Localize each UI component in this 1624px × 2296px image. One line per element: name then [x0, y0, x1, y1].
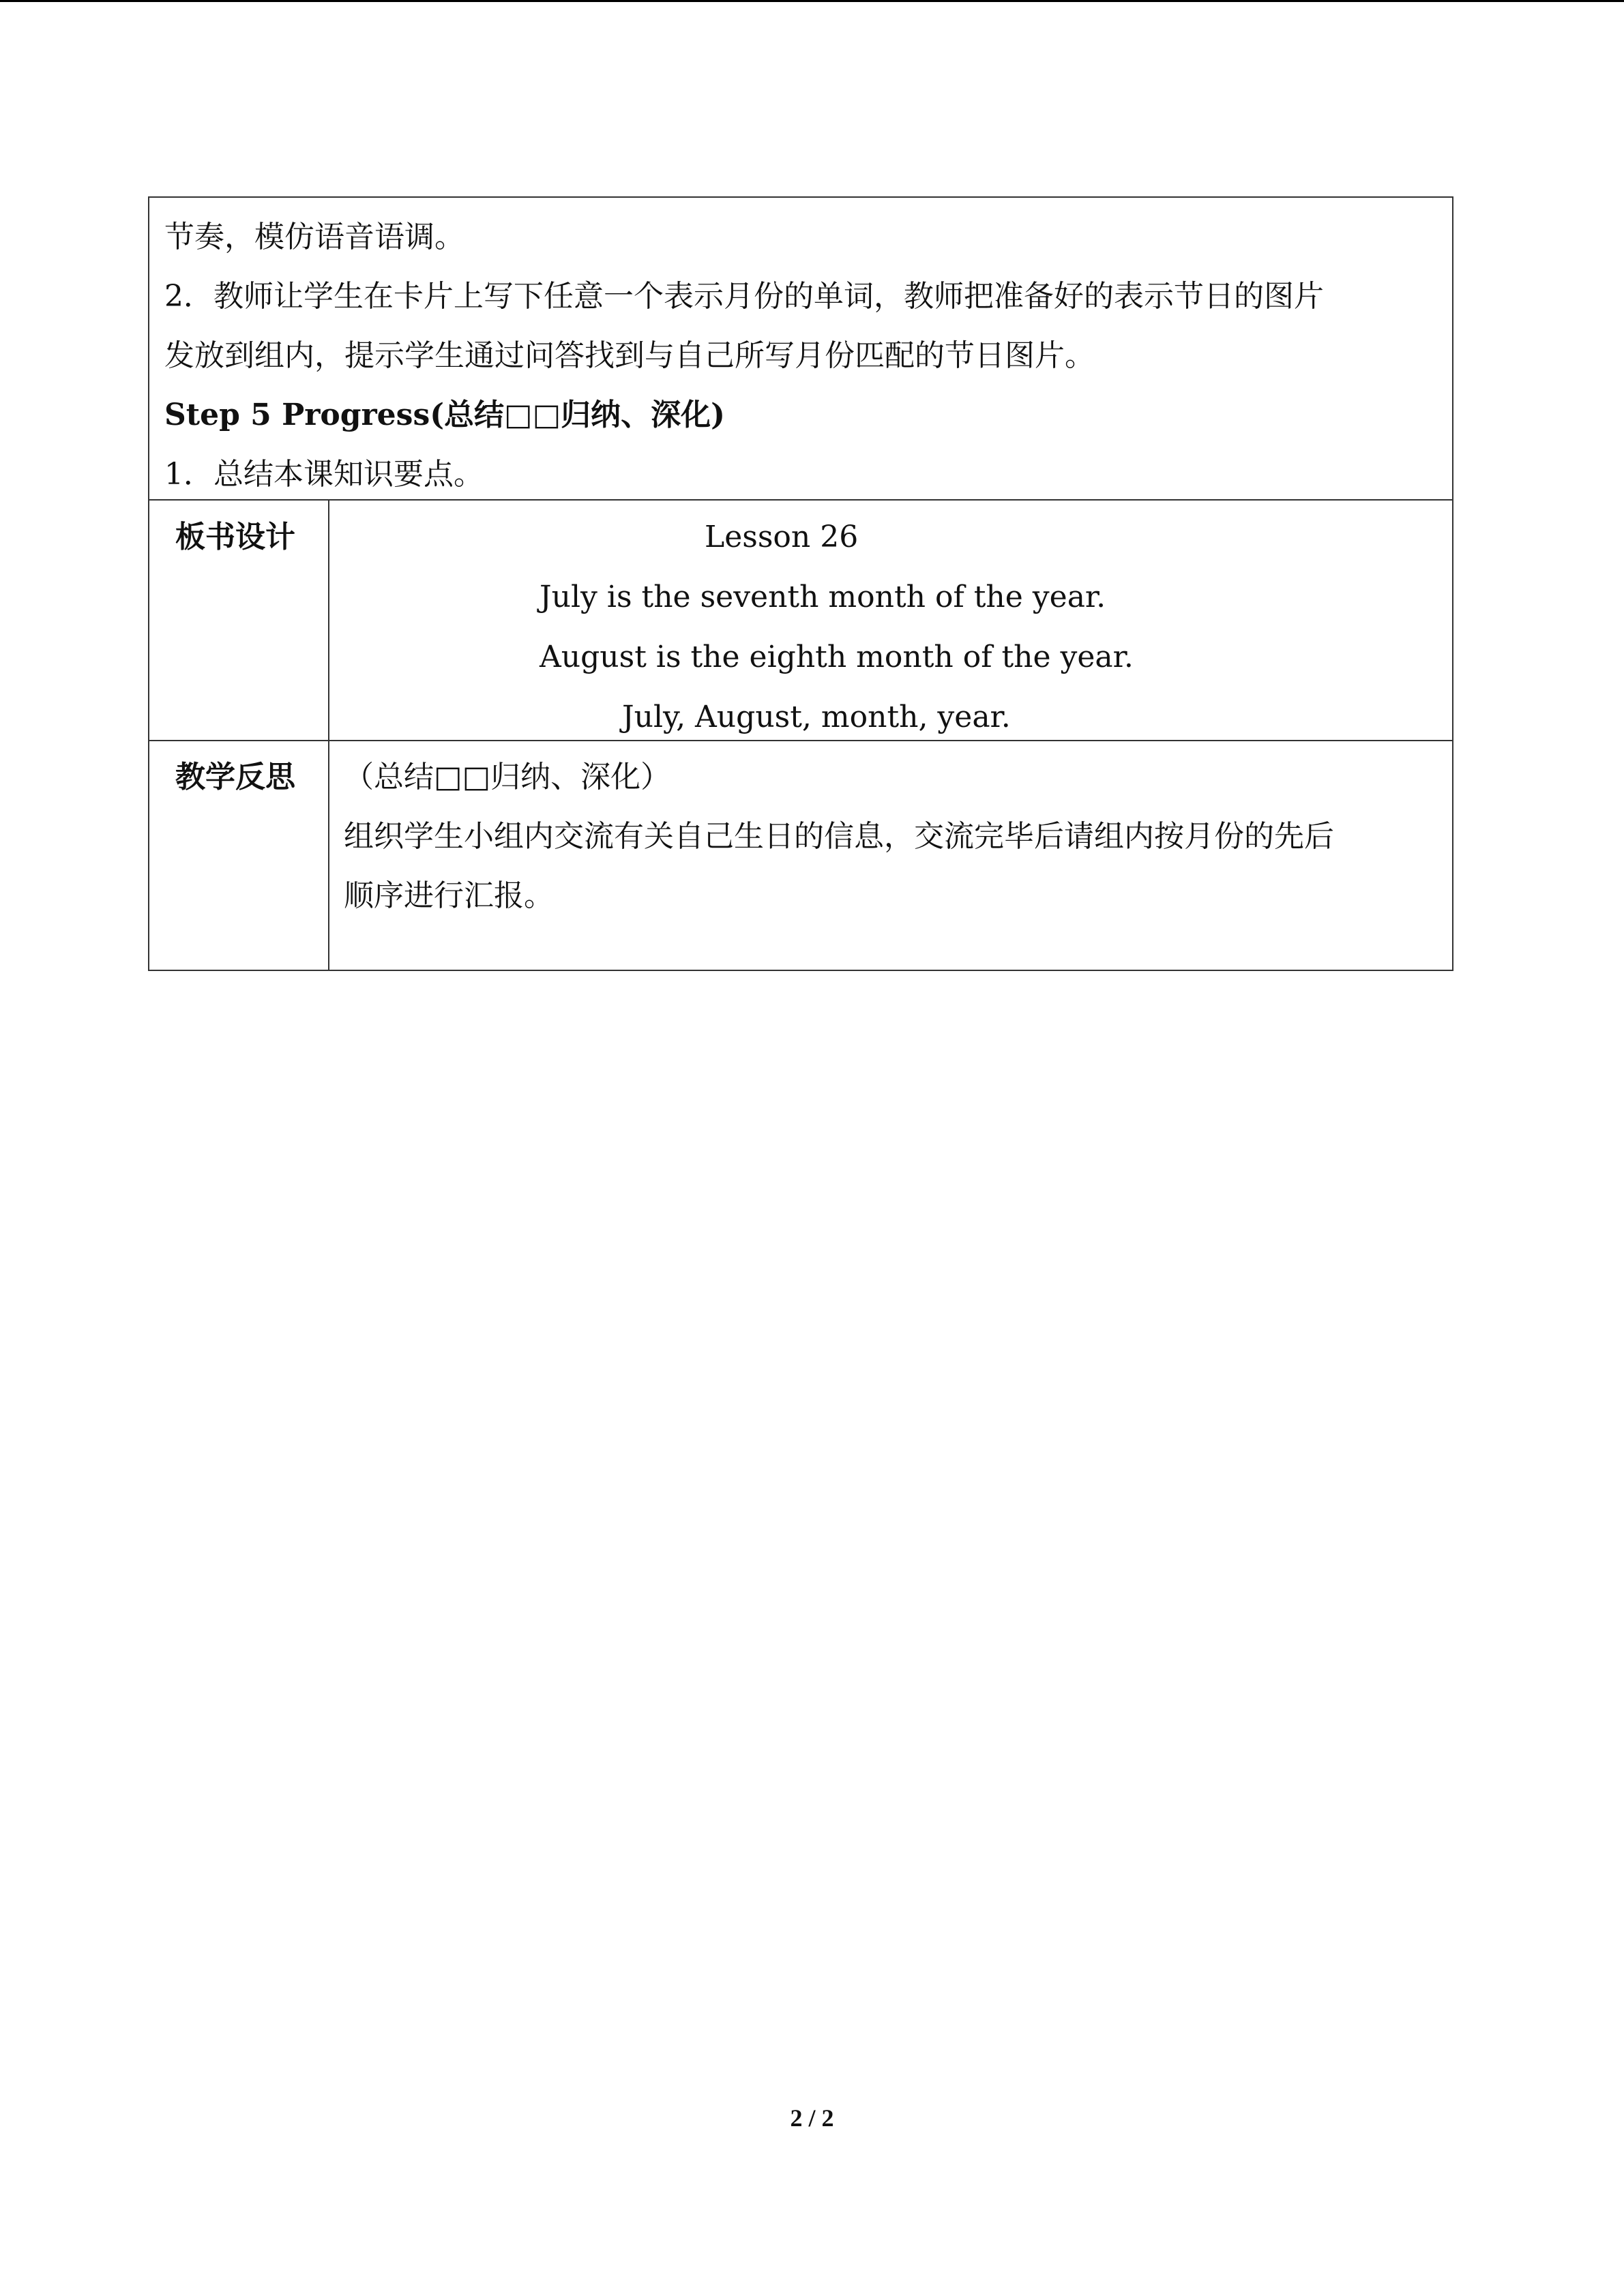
reflection-line-1: 组织学生小组内交流有关自己生日的信息，交流完毕后请组内按月份的先后 [344, 819, 1334, 854]
reflection-label: 教学反思 [175, 760, 295, 794]
lesson-plan-table [148, 196, 1453, 971]
top-border-line [0, 0, 1624, 2]
page-number: 2 / 2 [790, 2104, 834, 2132]
board-line-lesson: Lesson 26 [705, 520, 859, 554]
steps-line-2: 2．教师让学生在卡片上写下任意一个表示月份的单词，教师把准备好的表示节日的图片 [164, 279, 1324, 314]
reflection-line-2: 顺序进行汇报。 [344, 878, 554, 913]
row-divider-1 [149, 499, 1452, 501]
reflection-subtitle: （总结□□归纳、深化） [344, 760, 671, 794]
board-line-vocab: July, August, month, year. [622, 700, 1011, 734]
step5-heading: Step 5 Progress(总结□□归纳、深化) [164, 398, 725, 432]
board-line-july: July is the seventh month of the year. [540, 580, 1106, 614]
steps-line-1: 节奏，模仿语音语调。 [164, 220, 464, 254]
column-divider [328, 499, 329, 971]
row-divider-2 [149, 740, 1452, 741]
steps-line-3: 发放到组内，提示学生通过问答找到与自己所写月份匹配的节日图片。 [164, 338, 1095, 373]
steps-line-5: 1．总结本课知识要点。 [164, 457, 484, 492]
board-design-label: 板书设计 [175, 520, 295, 554]
board-line-august: August is the eighth month of the year. [540, 640, 1134, 674]
